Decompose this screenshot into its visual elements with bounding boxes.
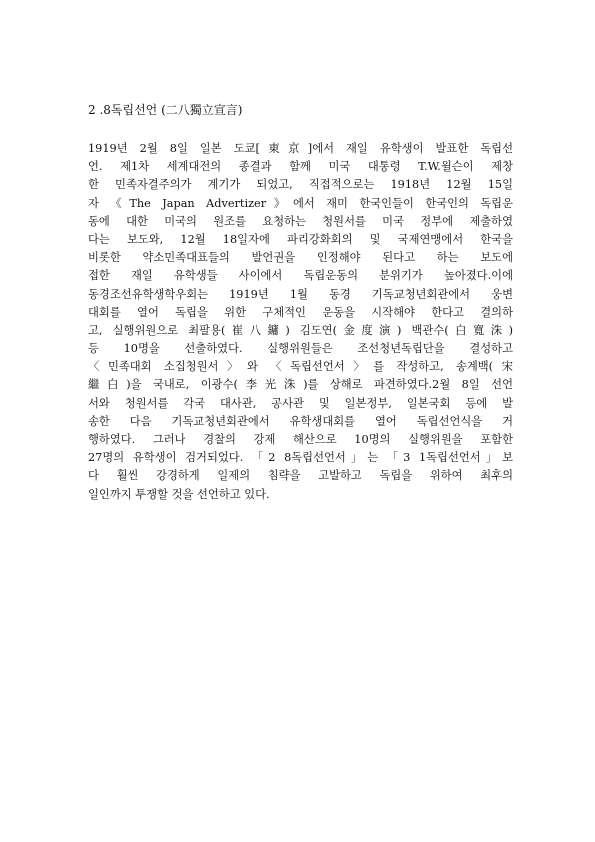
paragraph-line: 한 민족자결주의가 계기가 되었고, 직접적으로는 1918년 12월 15일 (88, 178, 513, 192)
paragraph-line: 자 《The Japan Advertizer》에서 재미 한국인들이 한국인의 독립운 (88, 196, 513, 210)
paragraph-line: 동에 대한 미국의 원조를 요청하는 청원서를 미국 정부에 제출하였 (88, 214, 513, 228)
paragraph-line: 등 10명을 선출하였다. 실행위원들은 조선청년독립단을 결성하고 (88, 342, 513, 356)
paragraph-line: 언. 제1차 세계대전의 종결과 함께 미국 대통령 T.W.윌슨이 제창 (88, 160, 513, 174)
paragraph-line: 송한 다음 기독교청년회관에서 유학생대회를 열어 독립선언식을 거 (88, 414, 513, 428)
paragraph-line: 일인까지 투쟁할 것을 선언하고 있다. (88, 487, 270, 501)
body-paragraph (88, 140, 513, 504)
paragraph-line: 1919년 2월 8일 일본 도쿄[東京]에서 재일 유학생이 발표한 독립선 (88, 142, 513, 155)
paragraph-line: 고, 실행위원으로 최팔용(崔八鏞) 김도연(金度演) 백관수(白寬洙) (88, 323, 513, 337)
paragraph-line: 다는 보도와, 12월 18일자에 파리강화회의 및 국제연맹에서 한국을 (88, 232, 513, 246)
paragraph-line: 접한 재일 유학생들 사이에서 독립운동의 분위기가 높아졌다.이에 (88, 269, 513, 283)
paragraph-line: 행하였다. 그러나 경찰의 강제 해산으로 10명의 실행위원을 포함한 (88, 433, 513, 446)
paragraph-line: 비롯한 약소민족대표들의 발언권을 인정해야 된다고 하는 보도에 (88, 251, 513, 265)
paragraph-line: 繼白)을 국내로, 이광수(李光洙)를 상해로 파견하였다.2월 8일 선언 (88, 378, 513, 392)
paragraph-line: 다 훨씬 강경하게 일제의 침략을 고발하고 독립을 위하여 최후의 (88, 469, 513, 483)
paragraph-line: 대회를 열어 독립을 위한 구체적인 운동을 시작해야 한다고 결의하 (88, 305, 513, 319)
paragraph-line: 동경조선유학생학우회는 1919년 1월 동경 기독교청년회관에서 웅변 (88, 287, 513, 301)
paragraph-line: 〈민족대회 소집청원서〉와 〈독립선언서〉를 작성하고, 송계백(宋 (88, 360, 513, 374)
paragraph-line: 27명의 유학생이 검거되었다. 「2 8독립선언서」는 「3 1독립선언서」보 (88, 451, 513, 465)
document-title: 2 .8독립선언 (二八獨立宣言) (88, 103, 243, 117)
paragraph-line: 서와 청원서를 각국 대사관, 공사관 및 일본정부, 일본국회 등에 발 (88, 396, 513, 410)
